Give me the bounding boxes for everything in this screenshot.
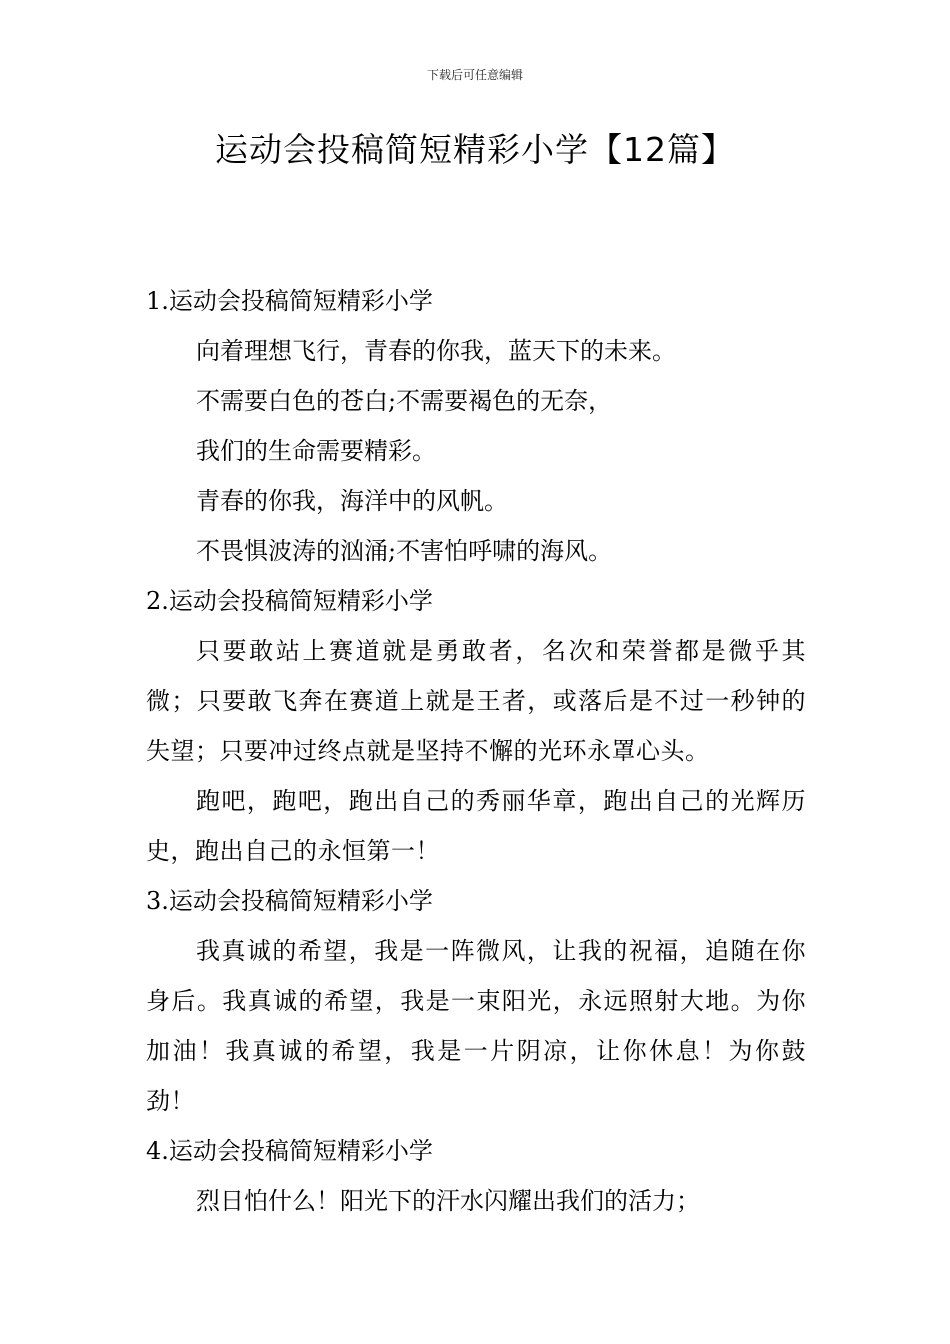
paragraph: 我真诚的希望，我是一阵微风，让我的祝福，追随在你身后。我真诚的希望，我是一束阳光，永远照射大地。为你加油！我真诚的希望，我是一片阴凉，让你休息！为你鼓劲！ — [146, 937, 806, 1115]
text-line: 不需要白色的苍白;不需要褐色的无奈， — [196, 387, 613, 415]
document-title: 运动会投稿简短精彩小学【12篇】 — [215, 130, 735, 169]
text-line: 青春的你我，海洋中的风帆。 — [196, 487, 508, 515]
section-heading: 4.运动会投稿简短精彩小学 — [146, 1137, 433, 1165]
paragraph: 只要敢站上赛道就是勇敢者，名次和荣誉都是微乎其微；只要敢飞奔在赛道上就是王者，或落后是不过一秒钟的失望；只要冲过终点就是坚持不懈的光环永罩心头。 — [146, 637, 806, 765]
section-2 — [146, 576, 806, 876]
text-line: 不畏惧波涛的汹涌;不害怕呼啸的海风。 — [196, 537, 613, 565]
section-heading: 1.运动会投稿简短精彩小学 — [146, 287, 433, 315]
text-line: 烈日怕什么！阳光下的汗水闪耀出我们的活力； — [196, 1187, 700, 1215]
header-note: 下载后可任意编辑 — [426, 68, 523, 82]
section-4 — [146, 1126, 806, 1226]
section-3 — [146, 876, 806, 1126]
section-1 — [146, 276, 806, 576]
section-heading: 2.运动会投稿简短精彩小学 — [146, 587, 433, 615]
document-body — [146, 276, 806, 1226]
paragraph: 跑吧，跑吧，跑出自己的秀丽华章，跑出自己的光辉历史，跑出自己的永恒第一！ — [146, 787, 806, 865]
text-line: 我们的生命需要精彩。 — [196, 437, 436, 465]
text-line: 向着理想飞行，青春的你我，蓝天下的未来。 — [196, 337, 676, 365]
section-heading: 3.运动会投稿简短精彩小学 — [146, 887, 433, 915]
